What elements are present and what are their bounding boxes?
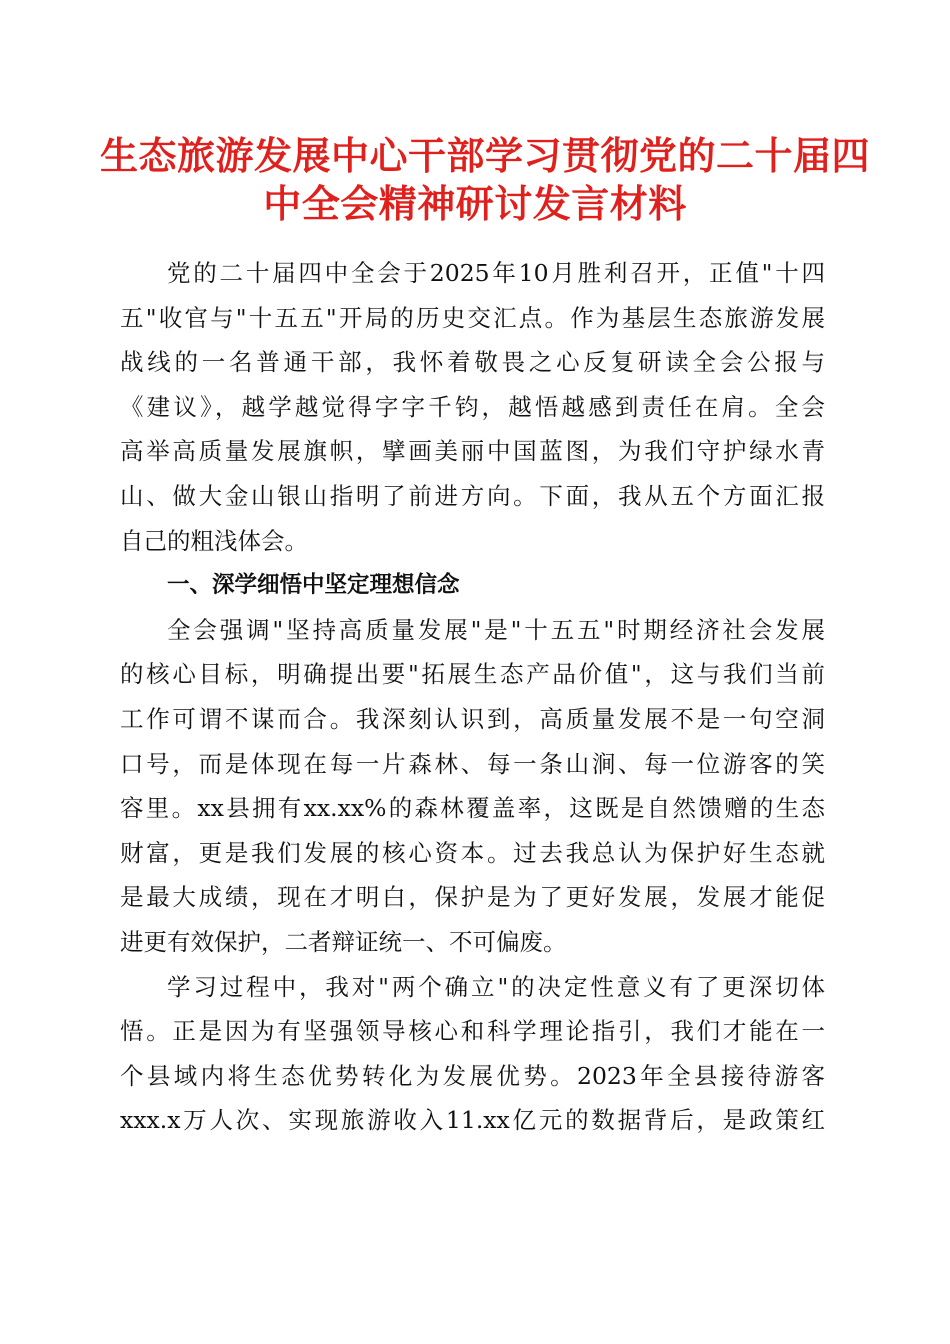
text-line: 全会强调"坚持高质量发展"是"十五五"时期经济社会发展 [167,615,825,644]
body-paragraph [120,608,825,965]
text-line: 是最大成绩，现在才明白，保护是为了更好发展，发展才能促 [120,883,825,912]
body-paragraph [120,965,825,1143]
document-title [100,132,871,228]
title-line: 生态旅游发展中心干部学习贯彻党的二十届四 [100,133,871,178]
text-line: xxx.x万人次、实现旅游收入11.xx亿元的数据背后，是政策红 [120,1106,825,1135]
text-line: 党的二十届四中全会于2025年10月胜利召开，正值"十四 [167,259,825,287]
text-line: 的核心目标，明确提出要"拓展生态产品价值"，这与我们当前 [120,660,825,689]
section-heading: 一、深学细悟中坚定理想信念 [167,572,460,599]
text-line: 口号，而是体现在每一片森林、每一条山涧、每一位游客的笑 [120,749,825,778]
title-line: 中全会精神研讨发言材料 [263,181,687,226]
text-line: 个县域内将生态优势转化为发展优势。2023年全县接待游客 [120,1061,825,1090]
text-line: 工作可谓不谋而合。我深刻认识到，高质量发展不是一句空洞 [120,704,825,733]
text-line: 自己的粗浅体会。 [120,526,308,555]
text-line: 悟。正是因为有坚强领导核心和科学理论指引，我们才能在一 [120,1017,825,1046]
intro-paragraph [120,251,825,563]
text-line: 山、做大金山银山指明了前进方向。下面，我从五个方面汇报 [120,481,825,510]
text-line: 战线的一名普通干部，我怀着敬畏之心反复研读全会公报与 [120,348,825,377]
text-line: 五"收官与"十五五"开局的历史交汇点。作为基层生态旅游发展 [120,303,825,332]
text-line: 进更有效保护，二者辩证统一、不可偏废。 [120,927,567,956]
text-line: 财富，更是我们发展的核心资本。过去我总认为保护好生态就 [120,838,825,867]
text-line: 学习过程中，我对"两个确立"的决定性意义有了更深切体 [167,972,825,1001]
text-line: 《建议》，越学越觉得字字千钧，越悟越感到责任在肩。全会 [120,392,825,421]
document-body [120,251,825,1143]
text-line: 容里。xx县拥有xx.xx%的森林覆盖率，这既是自然馈赠的生态 [120,794,825,823]
text-line: 高举高质量发展旗帜，擘画美丽中国蓝图，为我们守护绿水青 [120,437,825,466]
